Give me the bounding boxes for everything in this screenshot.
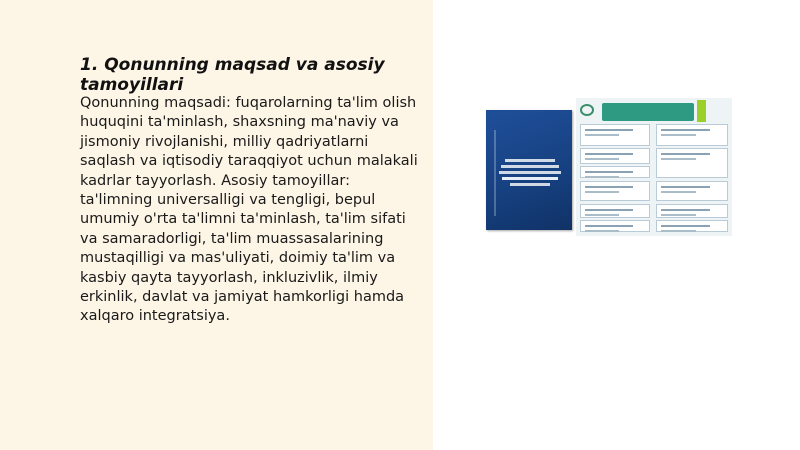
diagram-box (580, 220, 650, 232)
slide-title: 1. Qonunning maqsad va asosiy tamoyillari (80, 55, 385, 95)
diagram-box (656, 220, 728, 232)
diagram-box (656, 124, 728, 146)
law-illustration (486, 98, 732, 236)
diagram-box (656, 204, 728, 218)
diagram-accent-bar (697, 100, 706, 122)
diagram-header (602, 103, 694, 121)
diagram-box (580, 204, 650, 218)
emblem-icon (580, 104, 594, 116)
diagram-box (580, 181, 650, 201)
diagram-box (656, 181, 728, 201)
diagram-box (580, 124, 650, 146)
diagram-box (656, 148, 728, 178)
diagram-box (580, 148, 650, 164)
diagram-box (580, 166, 650, 178)
law-book-cover-image (486, 110, 572, 230)
education-system-diagram-image (576, 98, 732, 236)
slide-body-text: Qonunning maqsadi: fuqarolarning ta'lim olish huquqini ta'minlash, shaxsning ma'naviy va jismoniy rivojlanishi, milliy qadriyatlarni saqlash va iqtisodiy taraqqiyot uchun malakali kadrlar tayyorlash. Asosiy tamoyillar: ta'limning universalligi va tengligi, bepul umumiy o'rta ta'limni ta'minlash, ta'lim sifati va samaradorligi, ta'lim muassasalarining mustaqilligi va mas'uliyati, doimiy ta'lim va kasbiy qayta tayyorlash, inkluzivlik, ilmiy erkinlik, davlat va jamiyat hamkorligi hamda xalqaro integratsiya. (80, 95, 418, 325)
